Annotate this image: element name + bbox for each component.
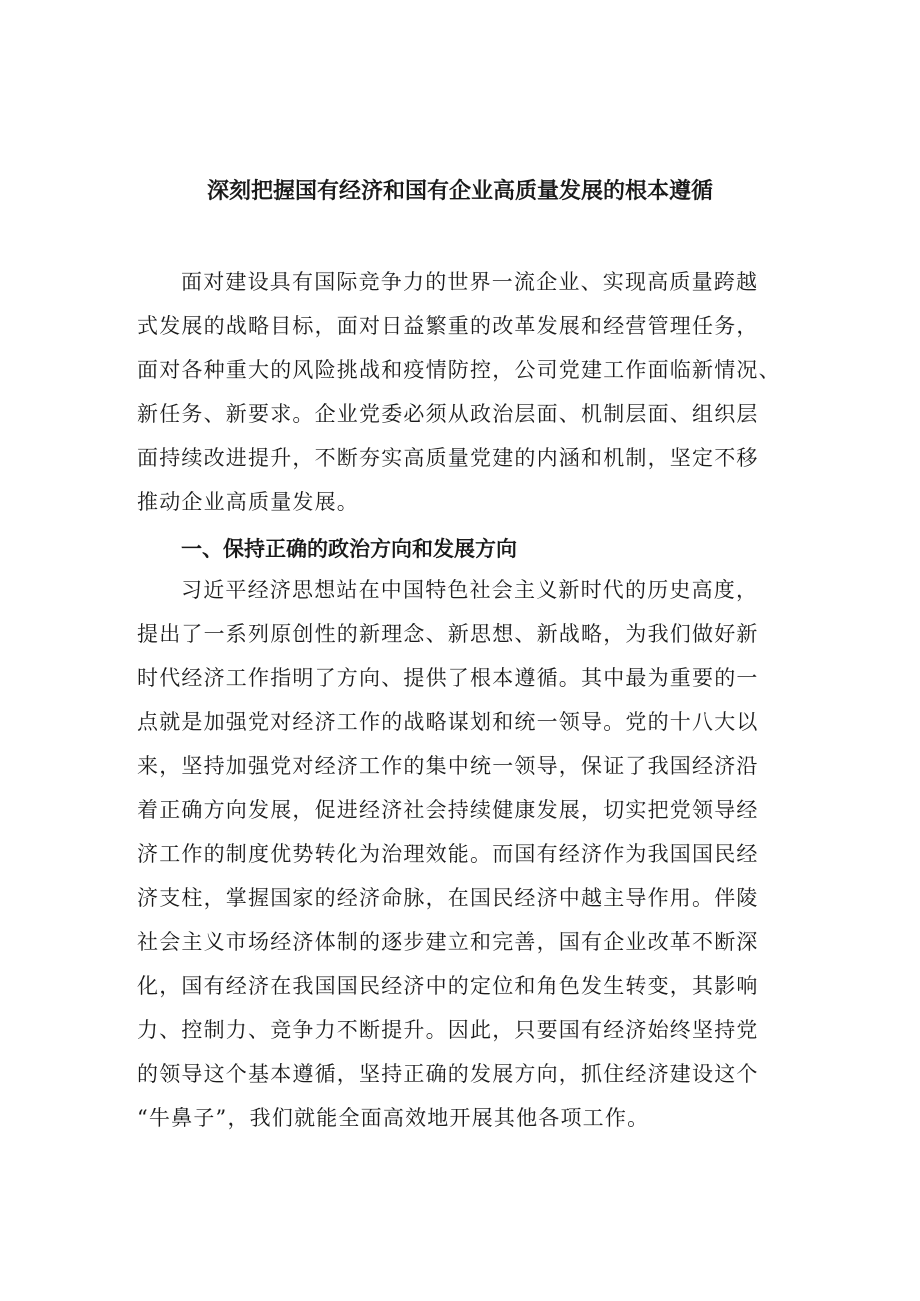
paragraph-line: 点就是加强党对经济工作的战略谋划和统一领导。党的十八大以 [137, 710, 759, 734]
paragraph-line: 面对建设具有国际竞争力的世界一流企业、实现高质量跨越 [181, 270, 759, 294]
section1-paragraph [137, 568, 787, 1140]
paragraph-line: 济支柱，掌握国家的经济命脉，在国民经济中越主导作用。伴陵 [137, 886, 759, 910]
paragraph-line: 提出了一系列原创性的新理念、新思想、新战略，为我们做好新 [137, 622, 759, 646]
paragraph-line: 新任务、新要求。企业党委必须从政治层面、机制层面、组织层 [137, 402, 759, 426]
paragraph-line: 的领导这个基本遵循，坚持正确的发展方向，抓住经济建设这个 [137, 1062, 759, 1086]
intro-paragraph [137, 260, 787, 524]
paragraph-line: 面对各种重大的风险挑战和疫情防控，公司党建工作面临新情况、 [137, 358, 781, 382]
paragraph-line: 着正确方向发展，促进经济社会持续健康发展，切实把党领导经 [137, 798, 759, 822]
document-title: 深刻把握国有经济和国有企业高质量发展的根本遵循 [206, 179, 713, 204]
paragraph-line: 济工作的制度优势转化为治理效能。而国有经济作为我国国民经 [137, 842, 759, 866]
paragraph-line: 时代经济工作指明了方向、提供了根本遵循。其中最为重要的一 [137, 666, 759, 690]
paragraph-line: 化，国有经济在我国国民经济中的定位和角色发生转变，其影响 [137, 974, 759, 998]
section-heading: 一、保持正确的政治方向和发展方向 [181, 537, 517, 561]
paragraph-line: 来，坚持加强党对经济工作的集中统一领导，保证了我国经济沿 [137, 754, 759, 778]
paragraph-line: 面持续改进提升，不断夯实高质量党建的内涵和机制，坚定不移 [137, 446, 759, 470]
paragraph-line: 推动企业高质量发展。 [137, 490, 359, 514]
paragraph-line: 社会主义市场经济体制的逐步建立和完善，国有企业改革不断深 [137, 930, 759, 954]
paragraph-line: “牛鼻子”，我们就能全面高效地开展其他各项工作。 [137, 1106, 650, 1130]
paragraph-line: 力、控制力、竞争力不断提升。因此，只要国有经济始终坚持党 [137, 1018, 759, 1042]
paragraph-line: 习近平经济思想站在中国特色社会主义新时代的历史高度， [181, 578, 759, 602]
paragraph-line: 式发展的战略目标，面对日益繁重的改革发展和经营管理任务， [137, 314, 759, 338]
